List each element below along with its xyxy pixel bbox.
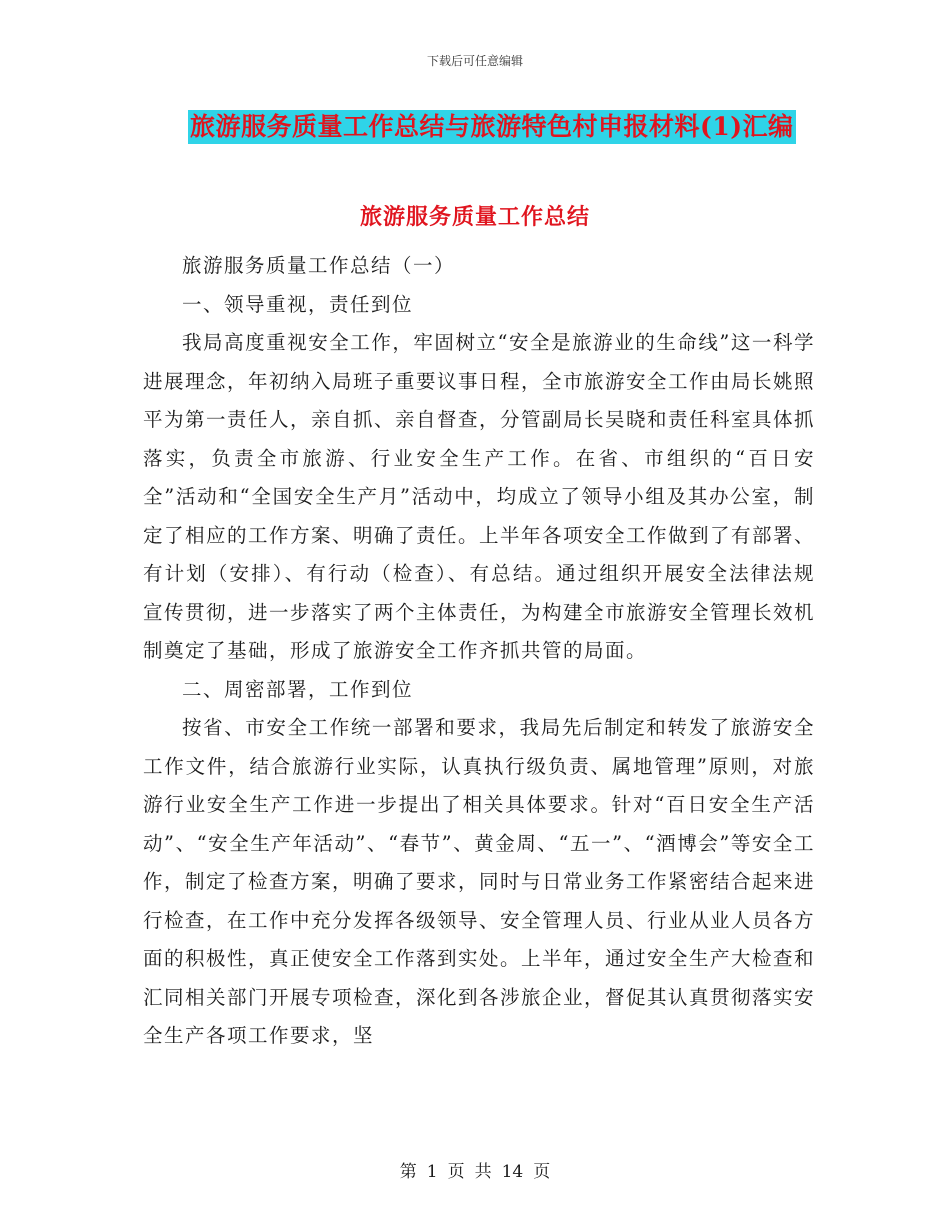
page-footer (0, 1157, 950, 1182)
paragraph: 我局高度重视安全工作，牢固树立“安全是旅游业的生命线”这一科学进展理念，年初纳入局班子重要议事日程，全市旅游安全工作由局长姚照平为第一责任人，亲自抓、亲自督查，分管副局长吴晓和责任科室具体抓落实，负责全市旅游、行业安全生产工作。在省、市组织的“百日安全”活动和“全国安全生产月”活动中，均成立了领导小组及其办公室，制定了相应的工作方案、明确了责任。上半年各项安全工作做到了有部署、有计划（安排）、有行动（检查）、有总结。通过组织开展安全法律法规宣传贯彻，进一步落实了两个主体责任，为构建全市旅游安全管理长效机制奠定了基础，形成了旅游安全工作齐抓共管的局面。 (143, 331, 816, 662)
header-note: 下载后可任意编辑 (426, 54, 523, 68)
paragraph-heading-1: 一、领导重视，责任到位 (182, 292, 414, 316)
section-title: 旅游服务质量工作总结 (359, 204, 590, 230)
document-main-title: 旅游服务质量工作总结与旅游特色村申报材料(1)汇编 (188, 110, 796, 144)
document-body (143, 247, 815, 1056)
footer-page-prefix: 第 (399, 1162, 417, 1182)
paragraph: 按省、市安全工作统一部署和要求，我局先后制定和转发了旅游安全工作文件，结合旅游行业实际，认真执行级负责、属地管理”原则，对旅游行业安全生产工作进一步提出了相关具体要求。针对“百日安全生产活动”、“安全生产年活动”、“春节”、黄金周、“五一”、“酒博会”等安全工作，制定了检查方案，明确了要求，同时与日常业务工作紧密结合起来进行检查，在工作中充分发挥各级领导、安全管理人员、行业从业人员各方面的积极性，真正使安全工作落到实处。上半年，通过安全生产大检查和汇同相关部门开展专项检查，深化到各涉旅企业，督促其认真贯彻落实安全生产各项工作要求，坚 (143, 716, 816, 1047)
footer-total-prefix: 共 (474, 1162, 492, 1182)
footer-total-pages: 14 (501, 1162, 524, 1182)
paragraph-subtitle: 旅游服务质量工作总结（一） (182, 254, 456, 277)
footer-page-suffix: 页 (533, 1162, 551, 1182)
paragraph-heading-2: 二、周密部署，工作到位 (182, 677, 414, 701)
footer-current-page: 1 (426, 1162, 438, 1182)
footer-page-word: 页 (447, 1162, 465, 1182)
